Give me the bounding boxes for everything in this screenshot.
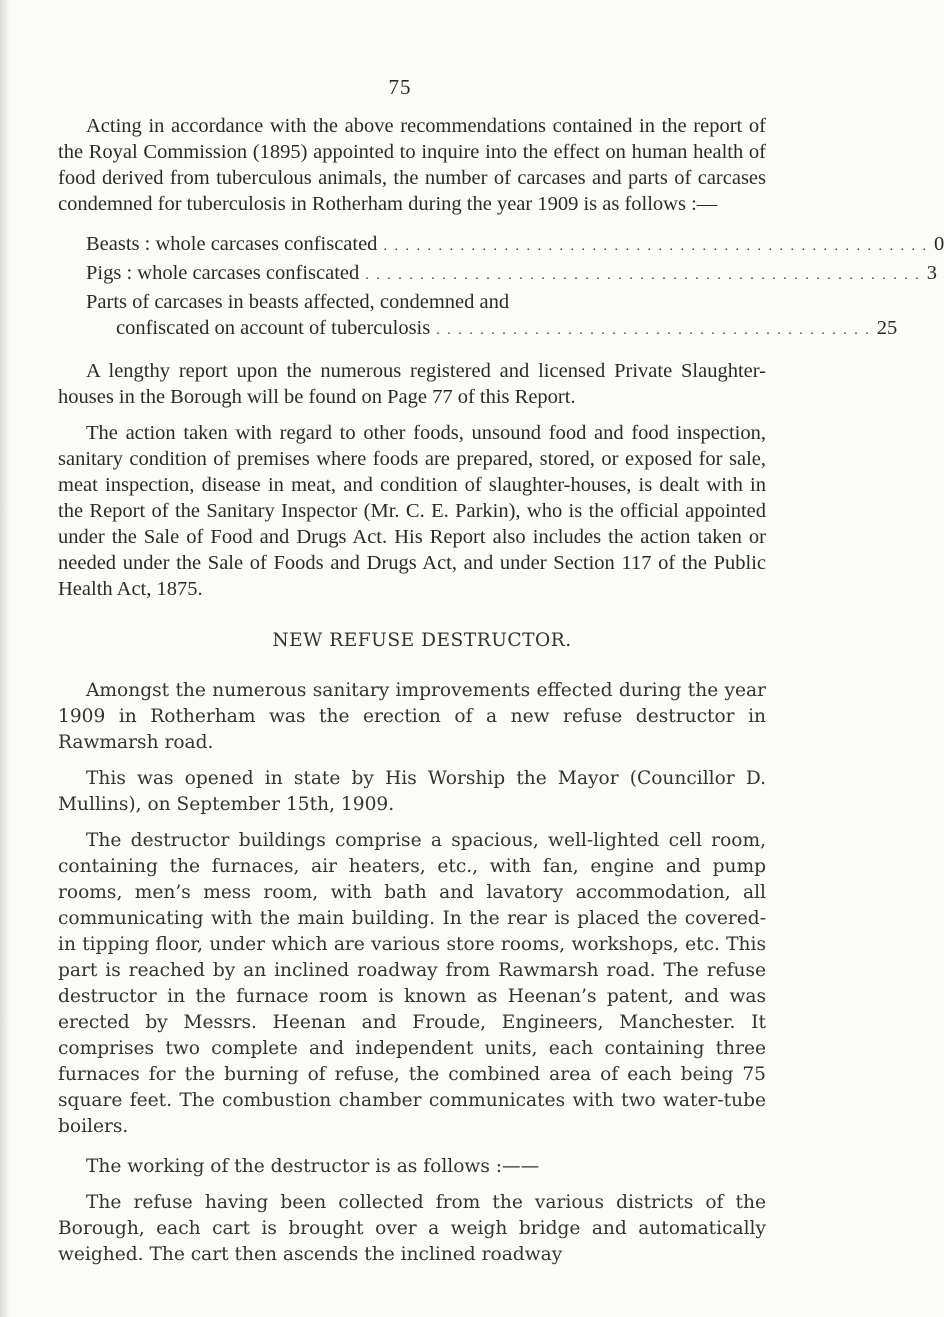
statistic-label: Parts of carcases in beasts affected, condemned and <box>86 291 510 313</box>
statistic-row <box>58 231 944 260</box>
section-heading: NEW REFUSE DESTRUCTOR. <box>272 630 572 651</box>
intro-paragraph: Acting in accordance with the above recommendations contained in the report of the Royal Commission (1895) appointed to inquire into the effect on human health of food derived from tuberculous animals, the number of carcases and parts of carcases condemned for tuberculosis in Rotherham during the year 1909 is as follows :— <box>58 115 766 215</box>
page-number: 75 <box>388 75 412 99</box>
statistic-value: 25 <box>876 317 898 339</box>
statistic-value: 3 <box>926 262 937 284</box>
statistic-value: 0 <box>933 233 944 255</box>
destructor-section <box>58 678 766 1268</box>
slaughter-houses-paragraph: A lengthy report upon the numerous registered and licensed Private Slaughter-houses in the Borough will be found on Page 77 of this Report. <box>58 360 766 408</box>
leader-dots: . . . . . . . . . . . . . . . . . . . . . . . . . . . . . . . . . . . . . . . . <box>436 323 871 338</box>
leader-dots: . . . . . . . . . . . . . . . . . . . . . . . . . . . . . . . . . . . . . . . . . . . . . . . . . . <box>383 239 928 254</box>
statistic-label: Beasts : whole carcases confiscated <box>86 233 378 255</box>
page-body <box>58 113 944 1268</box>
leader-dots: . . . . . . . . . . . . . . . . . . . . . . . . . . . . . . . . . . . . . . . . . . . . . . . . . . . <box>365 268 921 283</box>
improvements-paragraph: Amongst the numerous sanitary improvements effected during the year 1909 in Rotherham was the erection of a new refuse destructor in Rawmarsh road. <box>58 680 766 753</box>
refuse-paragraph: The refuse having been collected from the various districts of the Borough, each cart is brought over a weigh bridge and automatically weighed. The cart then ascends the inclined roadway <box>58 1192 766 1265</box>
statistic-row <box>58 260 937 289</box>
page-edge-shadow <box>0 0 10 1317</box>
opened-paragraph: This was opened in state by His Worship the Mayor (Councillor D. Mullins), on September 15th, 1909. <box>58 768 766 815</box>
statistic-label-continued: confiscated on account of tuberculosis <box>116 317 431 339</box>
statistic-row <box>58 289 898 344</box>
other-foods-paragraph: The action taken with regard to other foods, unsound food and food inspection, sanitary condition of premises where foods are prepared, stored, or exposed for sale, meat inspection, disease in meat, and condition of slaughter-houses, is dealt with in the Report of the Sanitary Inspector (Mr. C. E. Parkin), who is the official appointed under the Sale of Food and Drugs Act. His Report also includes the action taken or needed under the Sale of Foods and Drugs Act, and under Section 117 of the Public Health Act, 1875. <box>58 422 766 600</box>
statistic-label: Pigs : whole carcases confiscated <box>86 262 360 284</box>
statistics-list <box>58 231 944 344</box>
working-paragraph: The working of the destructor is as follows :—— <box>86 1156 540 1177</box>
buildings-paragraph: The destructor buildings comprise a spacious, well-lighted cell room, containing the furnaces, air heaters, etc., with fan, engine and pump rooms, men’s mess room, with bath and lavatory accommodation, all communicating with the main building. In the rear is placed the covered-in tipping floor, under which are various store rooms, workshops, etc. This part is reached by an inclined roadway from Rawmarsh road. The refuse destructor in the furnace room is known as Heenan’s patent, and was erected by Messrs. Heenan and Froude, Engineers, Manchester. It comprises two complete and independent units, each containing three furnaces for the burning of refuse, the combined area of each being 75 square feet. The combustion chamber communicates with two water-tube boilers. <box>58 830 766 1137</box>
